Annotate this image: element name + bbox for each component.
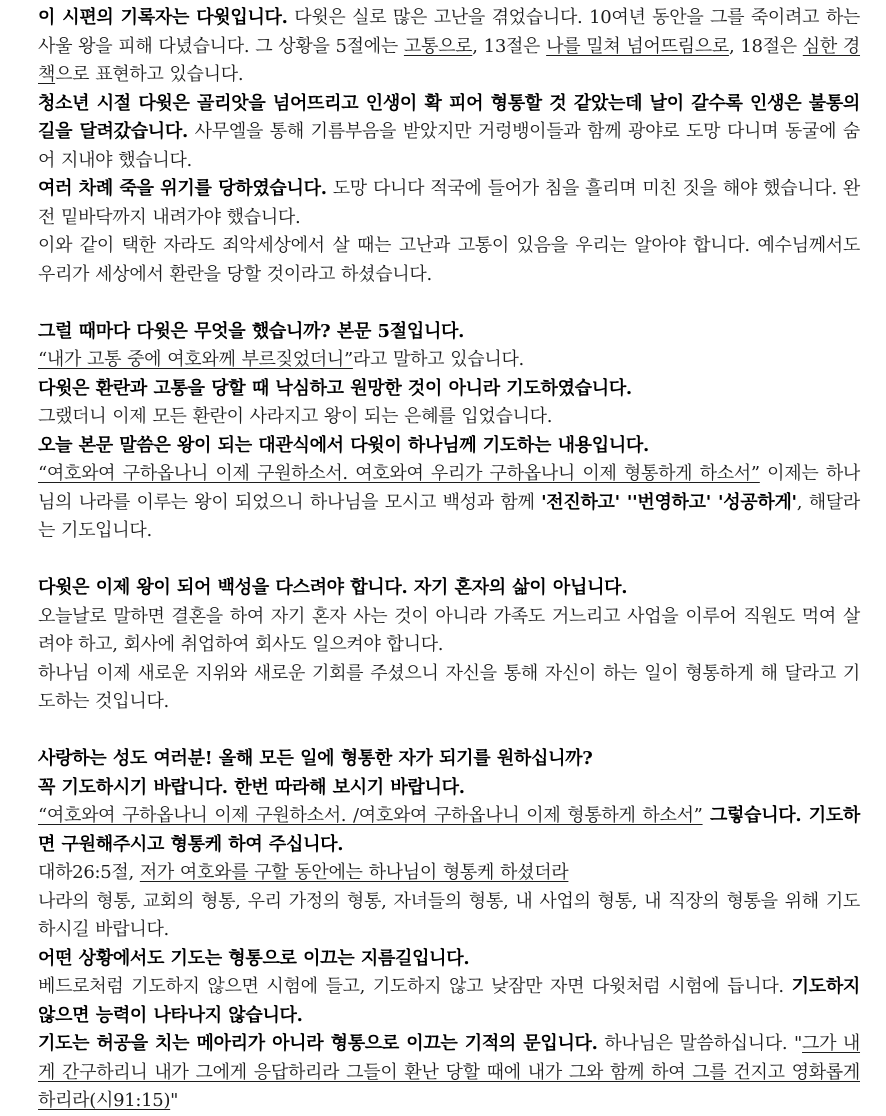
paragraph — [38, 432, 860, 461]
body-text: 하나님은 말씀하십니다. " — [597, 1033, 803, 1054]
body-text: 그랬더니 이제 모든 환란이 사라지고 왕이 되는 은혜를 입었습니다. — [38, 406, 553, 427]
underlined-text: 심한 경책 — [38, 35, 861, 85]
bold-text: 기도하지 않으면 능력이 나타나지 않습니다. — [38, 976, 860, 1026]
body-text: 대하26:5절, — [38, 862, 140, 883]
underlined-text: 고통으로 — [403, 35, 473, 57]
body-text: , 해달라는 기도입니다. — [38, 491, 860, 541]
paragraph — [38, 232, 860, 289]
paragraph — [38, 802, 860, 859]
bold-text: 다윗은 환란과 고통을 당할 때 낙심하고 원망한 것이 아니라 기도하였습니다. — [38, 377, 632, 399]
body-text: 라고 말하고 있습니다. — [352, 349, 524, 370]
bold-text: 오늘 본문 말씀은 왕이 되는 대관식에서 다윗이 하나님께 기도하는 내용입니다. — [38, 434, 649, 456]
paragraph — [38, 90, 860, 176]
body-text: 나라의 형통, 교회의 형통, 우리 가정의 형통, 자녀들의 형통, 내 사업의 형통, 내 직장의 형통을 위해 기도하시길 바랍니다. — [38, 890, 860, 940]
paragraph — [38, 660, 860, 717]
bold-text: 여러 차례 죽을 위기를 당하였습니다. — [38, 178, 327, 199]
bold-text: 꼭 기도하시기 바랍니다. 한번 따라해 보시기 바랍니다. — [38, 776, 465, 798]
body-text: , 18절은 — [728, 35, 803, 57]
underlined-text: 저가 여호와를 구할 동안에는 하나님이 형통케 하셨더라 — [139, 862, 569, 883]
paragraph — [38, 375, 860, 404]
paragraph — [38, 888, 860, 945]
bold-text: 다윗은 이제 왕이 되어 백성을 다스려야 합니다. 자기 혼자의 삶이 아닙니다. — [38, 577, 628, 598]
paragraph — [38, 403, 860, 432]
bold-text: 어떤 상황에서도 기도는 형통으로 이끄는 지름길입니다. — [38, 947, 470, 969]
body-text: 사무엘을 통해 기름부음을 받았지만 거렁뱅이들과 함께 광야로 도망 다니며 동굴에 숨어 지내야 했습니다. — [38, 121, 861, 171]
paragraph-spacer — [38, 546, 860, 575]
paragraph — [38, 175, 860, 232]
paragraph — [38, 460, 860, 546]
bold-text: '전진하고' ''번영하고' '성공하게' — [541, 491, 797, 513]
paragraph — [38, 945, 860, 974]
body-text: 이와 같이 택한 자라도 죄악세상에서 살 때는 고난과 고통이 있음을 우리는 알아야 합니다. 예수님께서도 우리가 세상에서 환란을 당할 것이라고 하셨습니다. — [38, 235, 860, 285]
underlined-text: 그가 내게 간구하리니 내가 그에게 응답하리라 그들이 환난 당할 때에 내가 그와 함께 하여 그를 건지고 영화롭게 하리라(시91:15) — [38, 1033, 861, 1111]
body-text: " — [170, 1090, 179, 1111]
underlined-text: “여호와여 구하옵나니 이제 구원하소서. 여호와여 우리가 구하옵나니 이제 형통하게 하소서” — [38, 463, 760, 484]
document-body — [38, 4, 860, 1116]
paragraph — [38, 574, 860, 603]
bold-text: 그럴 때마다 다윗은 무엇을 했습니까? 본문 5절입니다. — [38, 320, 465, 342]
body-text: 이제는 하나님의 나라를 이루는 왕이 되었으니 하나님을 모시고 백성과 함께 — [38, 463, 860, 513]
paragraph — [38, 4, 860, 90]
body-text: 다윗은 실로 많은 고난을 겪었습니다. 10여년 동안을 그를 죽이려고 하는 사울 왕을 피해 다녔습니다. 그 상황을 5절에는 — [38, 7, 860, 57]
paragraph — [38, 774, 860, 803]
body-text: 오늘날로 말하면 결혼을 하여 자기 혼자 사는 것이 아니라 가족도 거느리고 사업을 이루어 직원도 먹여 살려야 하고, 회사에 취업하여 회사도 일으켜야 합니다. — [38, 605, 860, 655]
paragraph-spacer — [38, 717, 860, 746]
body-text: 도망 다니다 적국에 들어가 침을 흘리며 미친 짓을 해야 했습니다. 완전 밑바닥까지 내려가야 했습니다. — [38, 178, 861, 228]
body-text: 하나님 이제 새로운 지위와 새로운 기회를 주셨으니 자신을 통해 자신이 하는 일이 형통하게 해 달라고 기도하는 것입니다. — [38, 662, 860, 712]
body-text: , 13절은 — [472, 35, 547, 57]
paragraph-spacer — [38, 289, 860, 318]
bold-text: 기도는 허공을 치는 메아리가 아니라 형통으로 이끄는 기적의 문입니다. — [38, 1033, 598, 1054]
paragraph — [38, 603, 860, 660]
paragraph — [38, 318, 860, 347]
paragraph — [38, 1030, 860, 1116]
paragraph — [38, 973, 860, 1030]
bold-text: 그렇습니다. 기도하면 구원해주시고 형통케 하여 주십니다. — [38, 805, 860, 855]
paragraph — [38, 859, 860, 888]
underlined-text: “여호와여 구하옵나니 이제 구원하소서. /여호와여 구하옵나니 이제 형통하게 하소서” — [38, 805, 703, 826]
bold-text: 사랑하는 성도 여러분! 올해 모든 일에 형통한 자가 되기를 원하십니까? — [38, 748, 593, 769]
underlined-text: “내가 고통 중에 여호와께 부르짖었더니” — [38, 349, 353, 370]
underlined-text: 나를 밀쳐 넘어뜨림으로 — [546, 35, 729, 57]
body-text: 베드로처럼 기도하지 않으면 시험에 들고, 기도하지 않고 낮잠만 자면 다윗처럼 시험에 듭니다. — [38, 976, 792, 997]
bold-text: 청소년 시절 다윗은 골리앗을 넘어뜨리고 인생이 확 피어 형통할 것 같았는데 날이 갈수록 인생은 불통의 길을 달려갔습니다. — [38, 92, 860, 142]
bold-text: 이 시편의 기록자는 다윗입니다. — [38, 7, 288, 28]
paragraph — [38, 745, 860, 774]
body-text: 으로 표현하고 있습니다. — [55, 64, 244, 85]
paragraph — [38, 346, 860, 375]
